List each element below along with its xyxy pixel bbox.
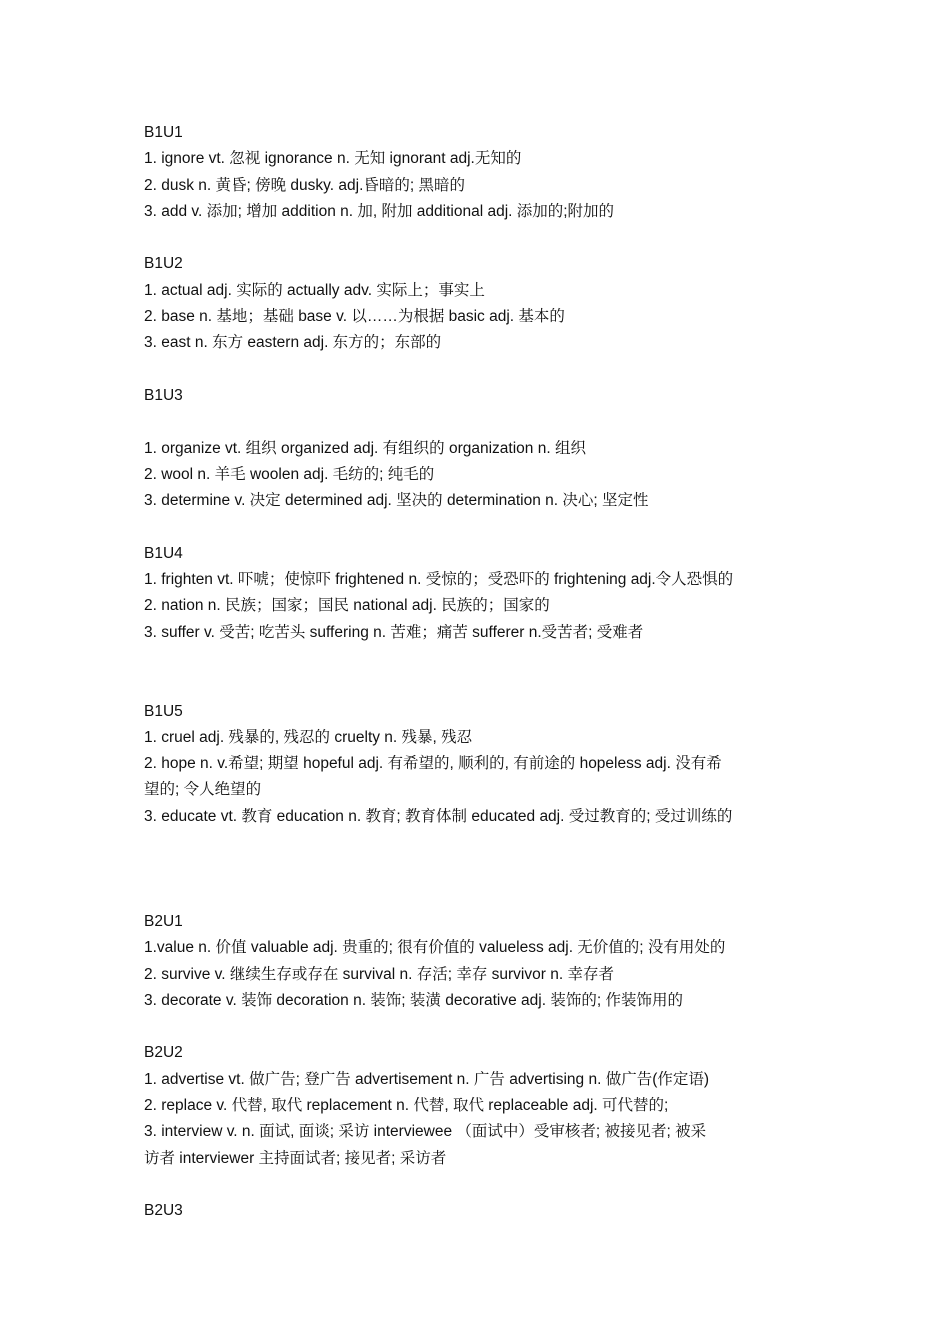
vocab-line: 3. determine v. 决定 determined adj. 坚决的 determination n. 决心; 坚定性	[144, 492, 649, 510]
vocab-line: 望的; 令人绝望的	[144, 781, 262, 799]
unit-b1u1	[144, 120, 814, 225]
vocab-line: 1. cruel adj. 残暴的, 残忍的 cruelty n. 残暴, 残忍	[144, 728, 473, 746]
unit-heading: B2U1	[144, 912, 183, 930]
unit-b1u4	[144, 541, 814, 646]
vocab-line: 2. survive v. 继续生存或存在 survival n. 存活; 幸存 survivor n. 幸存者	[144, 965, 614, 983]
unit-heading: B1U2	[144, 255, 183, 273]
spacer	[144, 514, 814, 540]
unit-heading: B1U3	[144, 386, 183, 404]
spacer	[144, 646, 814, 699]
vocab-line: 2. base n. 基地；基础 base v. 以……为根据 basic adj. 基本的	[144, 308, 565, 326]
spacer	[144, 1172, 814, 1198]
spacer	[144, 1014, 814, 1040]
vocab-line: 3. educate vt. 教育 education n. 教育; 教育体制 educated adj. 受过教育的; 受过训练的	[144, 807, 733, 825]
vocab-line: 3. interview v. n. 面试, 面谈; 采访 interviewee （面试中）受审核者; 被接见者; 被采	[144, 1123, 707, 1141]
unit-heading: B2U2	[144, 1044, 183, 1062]
vocab-line: 2. hope n. v.希望; 期望 hopeful adj. 有希望的, 顺利的, 有前途的 hopeless adj. 没有希	[144, 755, 722, 773]
vocab-line: 1. frighten vt. 吓唬；使惊吓 frightened n. 受惊的；受恐吓的 frightening adj.令人恐惧的	[144, 571, 734, 589]
vocab-line: 3. east n. 东方 eastern adj. 东方的；东部的	[144, 334, 442, 352]
unit-b2u3	[144, 1198, 814, 1224]
spacer	[144, 830, 814, 909]
unit-b1u5	[144, 699, 814, 830]
blank-line	[144, 409, 814, 435]
vocab-line: 访者 interviewer 主持面试者; 接见者; 采访者	[144, 1149, 447, 1167]
unit-b2u2	[144, 1040, 814, 1171]
spacer	[144, 357, 814, 383]
unit-b2u1	[144, 909, 814, 1014]
unit-heading: B1U5	[144, 702, 183, 720]
unit-heading: B2U3	[144, 1202, 183, 1220]
vocab-line: 1. ignore vt. 忽视 ignorance n. 无知 ignorant adj.无知的	[144, 150, 522, 168]
vocab-line: 1. organize vt. 组织 organized adj. 有组织的 organization n. 组织	[144, 439, 586, 457]
unit-heading: B1U1	[144, 124, 183, 141]
vocab-line: 3. add v. 添加; 增加 addition n. 加, 附加 additional adj. 添加的;附加的	[144, 202, 615, 220]
document-page	[144, 120, 814, 1224]
vocab-line: 1. advertise vt. 做广告; 登广告 advertisement n. 广告 advertising n. 做广告(作定语)	[144, 1070, 710, 1088]
unit-b1u2	[144, 251, 814, 356]
vocab-line: 3. decorate v. 装饰 decoration n. 装饰; 装潢 decorative adj. 装饰的; 作装饰用的	[144, 991, 683, 1009]
vocab-line: 1. actual adj. 实际的 actually adv. 实际上；事实上	[144, 281, 485, 299]
vocab-line: 3. suffer v. 受苦; 吃苦头 suffering n. 苦难；痛苦 sufferer n.受苦者; 受难者	[144, 623, 644, 641]
vocab-line: 2. wool n. 羊毛 woolen adj. 毛纺的; 纯毛的	[144, 465, 435, 483]
unit-b1u3	[144, 383, 814, 514]
vocab-line: 1.value n. 价值 valuable adj. 贵重的; 很有价值的 valueless adj. 无价值的; 没有用处的	[144, 939, 726, 957]
unit-heading: B1U4	[144, 544, 183, 562]
vocab-line: 2. replace v. 代替, 取代 replacement n. 代替, 取代 replaceable adj. 可代替的;	[144, 1096, 669, 1114]
vocab-line: 2. nation n. 民族；国家；国民 national adj. 民族的；国家的	[144, 597, 550, 615]
vocab-line: 2. dusk n. 黄昏; 傍晚 dusky. adj.昏暗的; 黑暗的	[144, 176, 465, 194]
spacer	[144, 225, 814, 251]
